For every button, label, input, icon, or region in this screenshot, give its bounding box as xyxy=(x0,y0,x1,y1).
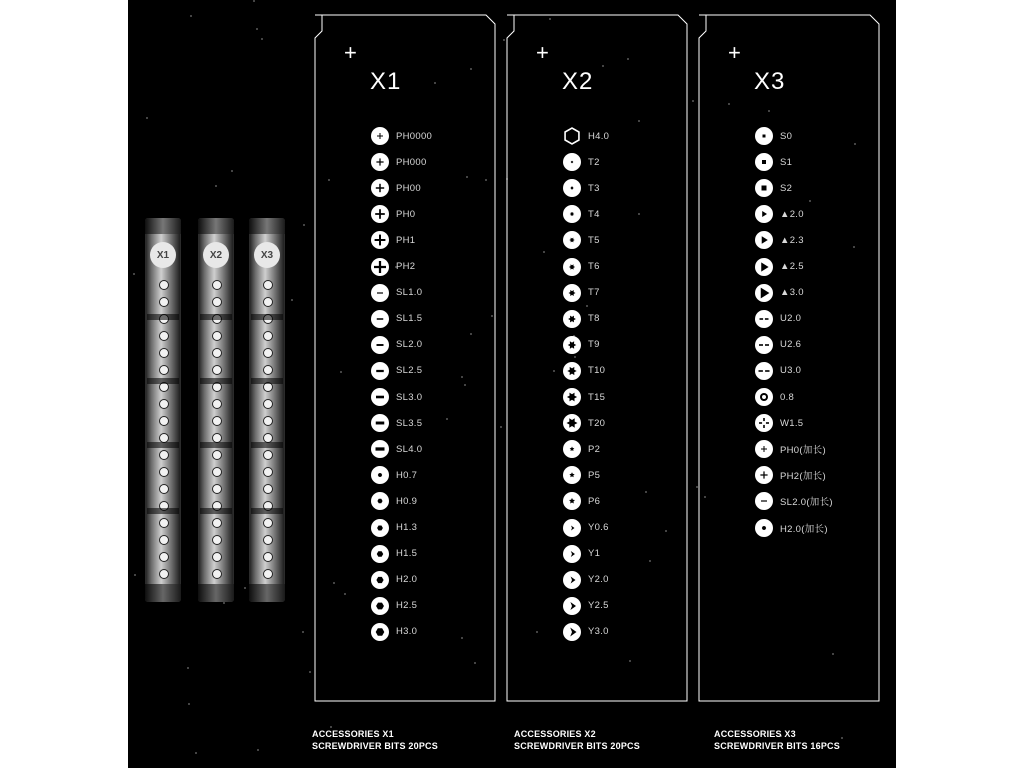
bit-tube xyxy=(145,218,181,602)
bit-item xyxy=(562,152,600,172)
tube-bit xyxy=(159,484,169,494)
star-dot xyxy=(244,587,246,589)
tube-bit xyxy=(263,484,273,494)
bit-label: T15 xyxy=(588,391,606,403)
slotted-icon xyxy=(370,283,390,303)
tube-bit xyxy=(159,467,169,477)
torx-icon xyxy=(562,152,582,172)
bit-label: SL4.0 xyxy=(396,443,423,455)
tube-band xyxy=(147,442,179,448)
phillips-icon xyxy=(370,126,390,146)
bit-label: PH0000 xyxy=(396,130,433,142)
phillips-icon xyxy=(370,204,390,224)
bit-item xyxy=(754,413,803,433)
bit-item xyxy=(370,413,422,433)
tube-bit xyxy=(263,552,273,562)
u-shape-icon xyxy=(754,335,774,355)
hex-icon xyxy=(370,465,390,485)
bit-label: H0.9 xyxy=(396,495,418,507)
tube-bit xyxy=(212,297,222,307)
triangle-icon xyxy=(754,230,774,250)
tube-cap xyxy=(145,218,181,234)
footer-line: ACCESSORIES X3 xyxy=(714,729,796,739)
bit-label: H2.0 xyxy=(396,574,418,586)
star-dot xyxy=(195,752,197,754)
tube-band xyxy=(200,442,232,448)
tube-bit xyxy=(212,518,222,528)
tube-bit xyxy=(159,552,169,562)
bit-item xyxy=(562,570,609,590)
cross-dot-icon xyxy=(754,413,774,433)
bit-item xyxy=(562,230,600,250)
tube-bit xyxy=(159,416,169,426)
tube-bit xyxy=(212,552,222,562)
bit-item xyxy=(754,361,801,381)
pentalobe-icon xyxy=(562,465,582,485)
ring-icon xyxy=(754,387,774,407)
tri-wing-icon xyxy=(562,570,582,590)
tube-cap xyxy=(145,584,181,602)
slotted-icon xyxy=(370,413,390,433)
torx-icon xyxy=(562,309,582,329)
bit-item xyxy=(754,204,804,224)
tube-band xyxy=(200,378,232,384)
tube-bit xyxy=(212,569,222,579)
square-icon xyxy=(754,126,774,146)
bit-item xyxy=(370,518,417,538)
tube-band xyxy=(251,378,283,384)
bit-item xyxy=(754,126,792,146)
torx-icon xyxy=(562,178,582,198)
bit-item xyxy=(754,283,804,303)
phillips-icon xyxy=(754,465,774,485)
bit-label: Y1 xyxy=(588,548,601,560)
bit-item xyxy=(562,465,600,485)
bit-item xyxy=(562,439,600,459)
bit-label: T9 xyxy=(588,339,600,351)
u-shape-icon xyxy=(754,309,774,329)
bit-item xyxy=(562,413,605,433)
bit-label: SL3.5 xyxy=(396,417,423,429)
bit-item xyxy=(754,387,794,407)
tube-badge: X3 xyxy=(254,242,280,268)
plus-icon: + xyxy=(536,40,549,65)
bit-label: T5 xyxy=(588,234,600,246)
bit-label: PH000 xyxy=(396,156,427,168)
hex-icon xyxy=(370,491,390,511)
bit-label: S1 xyxy=(780,156,793,168)
bit-label: ▲2.3 xyxy=(780,234,804,246)
phillips-icon xyxy=(754,439,774,459)
bit-item xyxy=(562,596,609,616)
bit-label: W1.5 xyxy=(780,417,804,429)
bit-item xyxy=(370,126,432,146)
bit-item xyxy=(370,257,415,277)
bit-item xyxy=(754,491,833,511)
star-dot xyxy=(291,299,293,301)
footer-line: SCREWDRIVER BITS 20PCS xyxy=(514,741,640,751)
tube-bit xyxy=(263,280,273,290)
bit-label: SL3.0 xyxy=(396,391,423,403)
panel-title: X1 xyxy=(370,68,402,95)
tube-cap xyxy=(198,584,234,602)
slotted-icon xyxy=(370,439,390,459)
panel-frame xyxy=(698,14,880,702)
bit-item xyxy=(562,309,600,329)
bit-label: PH00 xyxy=(396,182,421,194)
footer-line: ACCESSORIES X1 xyxy=(312,729,394,739)
tube-bit xyxy=(263,518,273,528)
tube-bit xyxy=(263,535,273,545)
bit-label: H0.7 xyxy=(396,469,418,481)
bit-item xyxy=(370,596,417,616)
bit-label: U2.0 xyxy=(780,313,802,325)
star-dot xyxy=(692,100,694,102)
tube-bit xyxy=(263,365,273,375)
tri-wing-icon xyxy=(562,544,582,564)
tube-bit xyxy=(159,348,169,358)
bit-label: SL1.0 xyxy=(396,287,423,299)
tube-bit xyxy=(212,484,222,494)
panel-title: X3 xyxy=(754,68,786,95)
bit-item xyxy=(370,465,417,485)
bit-item xyxy=(370,152,427,172)
tube-bit xyxy=(263,348,273,358)
star-dot xyxy=(215,185,217,187)
tube-band xyxy=(147,378,179,384)
bit-label: H1.5 xyxy=(396,548,418,560)
tube-band xyxy=(251,314,283,320)
bit-label: S0 xyxy=(780,130,793,142)
triangle-icon xyxy=(754,257,774,277)
bit-item xyxy=(370,439,422,459)
bit-label: T10 xyxy=(588,365,606,377)
torx-icon xyxy=(562,413,582,433)
tube-band xyxy=(147,508,179,514)
torx-icon xyxy=(562,257,582,277)
tube-bit xyxy=(159,518,169,528)
pentalobe-icon xyxy=(562,491,582,511)
tri-wing-icon xyxy=(562,622,582,642)
tube-band xyxy=(200,508,232,514)
bit-label: H2.0(加长) xyxy=(780,523,828,535)
bit-item xyxy=(562,518,609,538)
tube-badge: X2 xyxy=(203,242,229,268)
torx-icon xyxy=(562,283,582,303)
bit-label: 0.8 xyxy=(780,391,795,403)
star-dot xyxy=(261,38,263,40)
bit-tube xyxy=(198,218,234,602)
panel-footer-x2 xyxy=(514,728,640,752)
bit-label: U3.0 xyxy=(780,365,802,377)
triangle-icon xyxy=(754,283,774,303)
footer-line: SCREWDRIVER BITS 20PCS xyxy=(312,741,438,751)
tube-bit xyxy=(212,467,222,477)
bit-item xyxy=(754,465,826,485)
bit-item xyxy=(562,361,605,381)
hex-icon xyxy=(370,544,390,564)
bit-item xyxy=(370,283,422,303)
tube-band xyxy=(200,314,232,320)
hex-icon xyxy=(370,518,390,538)
panel-title: X2 xyxy=(562,68,594,95)
slotted-icon xyxy=(754,491,774,511)
panel-footer-x3 xyxy=(714,728,840,752)
star-dot xyxy=(190,15,192,17)
bit-item xyxy=(562,544,600,564)
square-icon xyxy=(754,178,774,198)
bit-label: H1.3 xyxy=(396,522,418,533)
phillips-icon xyxy=(370,178,390,198)
bit-label: SL1.5 xyxy=(396,313,423,325)
tube-bit xyxy=(263,416,273,426)
tube-bit xyxy=(159,450,169,460)
bit-item xyxy=(370,178,421,198)
panel-footer-x1 xyxy=(312,728,438,752)
panel-x3 xyxy=(698,14,880,702)
square-icon xyxy=(754,152,774,172)
tube-bit xyxy=(212,399,222,409)
bit-label: Y2.5 xyxy=(588,600,609,612)
phillips-icon xyxy=(370,257,390,277)
bit-item xyxy=(370,622,417,642)
tube-bit xyxy=(212,348,222,358)
bit-item xyxy=(370,230,415,250)
bit-label: Y3.0 xyxy=(588,626,609,638)
triangle-icon xyxy=(754,204,774,224)
bit-item xyxy=(754,309,801,329)
star-dot xyxy=(309,671,311,673)
bit-label: H3.0 xyxy=(396,626,418,638)
slotted-icon xyxy=(370,309,390,329)
bit-item xyxy=(754,335,801,355)
bit-item xyxy=(754,518,828,538)
star-dot xyxy=(503,39,505,41)
phillips-icon xyxy=(370,230,390,250)
slotted-icon xyxy=(370,387,390,407)
bit-label: T4 xyxy=(588,208,600,220)
slotted-icon xyxy=(370,361,390,381)
bit-label: ▲2.0 xyxy=(780,208,804,220)
tube-cap xyxy=(198,218,234,234)
bit-item xyxy=(562,178,600,198)
tube-bit xyxy=(159,535,169,545)
product-graphic xyxy=(128,0,896,768)
tube-badge: X1 xyxy=(150,242,176,268)
star-dot xyxy=(146,117,148,119)
tube-bit xyxy=(159,331,169,341)
bit-item xyxy=(754,230,804,250)
star-dot xyxy=(257,749,259,751)
star-dot xyxy=(500,426,502,428)
bit-item xyxy=(562,126,609,146)
bit-item xyxy=(754,439,826,459)
phillips-icon xyxy=(370,152,390,172)
bit-label: SL2.5 xyxy=(396,365,423,377)
bit-label: SL2.0(加长) xyxy=(780,497,833,509)
bit-label: P2 xyxy=(588,443,601,455)
tube-bit xyxy=(159,365,169,375)
bit-item xyxy=(370,309,422,329)
star-dot xyxy=(256,28,258,30)
tri-wing-icon xyxy=(562,518,582,538)
bit-label: T7 xyxy=(588,287,600,299)
hex-icon xyxy=(370,622,390,642)
tube-bit xyxy=(263,399,273,409)
torx-icon xyxy=(562,230,582,250)
bit-tube xyxy=(249,218,285,602)
bit-label: ▲3.0 xyxy=(780,287,804,299)
tube-bit xyxy=(212,535,222,545)
u-shape-icon xyxy=(754,361,774,381)
tube-bit xyxy=(263,331,273,341)
tube-bit xyxy=(159,569,169,579)
bit-label: H2.5 xyxy=(396,600,418,612)
slotted-icon xyxy=(370,335,390,355)
bit-label: PH1 xyxy=(396,234,416,246)
star-dot xyxy=(187,667,189,669)
bit-label: T8 xyxy=(588,313,600,325)
bit-item xyxy=(562,283,600,303)
bit-label: U2.6 xyxy=(780,339,802,351)
bit-label: ▲2.5 xyxy=(780,261,804,272)
plus-icon: + xyxy=(728,40,741,65)
torx-icon xyxy=(562,387,582,407)
hex-icon xyxy=(370,596,390,616)
tube-bit xyxy=(212,331,222,341)
tri-wing-icon xyxy=(562,596,582,616)
bit-item xyxy=(562,491,600,511)
torx-icon xyxy=(562,335,582,355)
bit-label: T3 xyxy=(588,182,600,194)
bit-label: T2 xyxy=(588,156,600,168)
tube-bit xyxy=(263,297,273,307)
hex-icon xyxy=(370,570,390,590)
bit-item xyxy=(370,387,422,407)
bit-item xyxy=(562,335,600,355)
bit-label: PH2(加长) xyxy=(780,471,826,483)
star-dot xyxy=(303,224,305,226)
tube-bit xyxy=(263,569,273,579)
bit-item xyxy=(370,335,422,355)
bit-item xyxy=(754,257,804,277)
tube-cap xyxy=(249,218,285,234)
tube-band xyxy=(147,314,179,320)
star-dot xyxy=(188,703,190,705)
bit-item xyxy=(370,570,417,590)
plus-icon: + xyxy=(344,40,357,65)
panel-x1 xyxy=(314,14,496,702)
hex-outline-icon xyxy=(562,126,582,146)
bit-item xyxy=(754,178,792,198)
bit-label: T6 xyxy=(588,261,600,272)
star-dot xyxy=(133,273,135,275)
tube-bit xyxy=(212,450,222,460)
tube-bit xyxy=(212,416,222,426)
tube-bit xyxy=(159,280,169,290)
bit-item xyxy=(562,204,600,224)
bit-label: H4.0 xyxy=(588,130,610,142)
bit-label: P5 xyxy=(588,469,601,481)
star-dot xyxy=(841,737,843,739)
bit-label: Y0.6 xyxy=(588,522,609,533)
torx-icon xyxy=(562,204,582,224)
bit-label: PH2 xyxy=(396,261,416,272)
footer-line: SCREWDRIVER BITS 16PCS xyxy=(714,741,840,751)
tube-bit xyxy=(263,450,273,460)
bit-item xyxy=(562,387,605,407)
bit-label: PH0 xyxy=(396,208,416,220)
tube-band xyxy=(251,508,283,514)
tube-bit xyxy=(212,365,222,375)
pentalobe-icon xyxy=(562,439,582,459)
bit-item xyxy=(370,361,422,381)
hex-icon xyxy=(754,518,774,538)
tube-cap xyxy=(249,584,285,602)
star-dot xyxy=(223,602,225,604)
torx-icon xyxy=(562,361,582,381)
tube-bit xyxy=(263,467,273,477)
star-dot xyxy=(302,631,304,633)
bit-item xyxy=(562,257,600,277)
bit-label: Y2.0 xyxy=(588,574,609,586)
tube-bit xyxy=(159,399,169,409)
bit-label: SL2.0 xyxy=(396,339,423,351)
bit-label: PH0(加长) xyxy=(780,445,826,457)
bit-item xyxy=(370,491,417,511)
bit-item xyxy=(370,204,415,224)
bit-label: S2 xyxy=(780,182,793,194)
bit-item xyxy=(562,622,609,642)
tube-bit xyxy=(159,297,169,307)
star-dot xyxy=(231,170,233,172)
tube-bit xyxy=(212,280,222,290)
bit-label: P6 xyxy=(588,495,601,507)
bit-item xyxy=(754,152,792,172)
footer-line: ACCESSORIES X2 xyxy=(514,729,596,739)
star-dot xyxy=(253,0,255,2)
tube-band xyxy=(251,442,283,448)
panel-x2 xyxy=(506,14,688,702)
bit-item xyxy=(370,544,417,564)
bit-label: T20 xyxy=(588,417,606,429)
star-dot xyxy=(134,574,136,576)
